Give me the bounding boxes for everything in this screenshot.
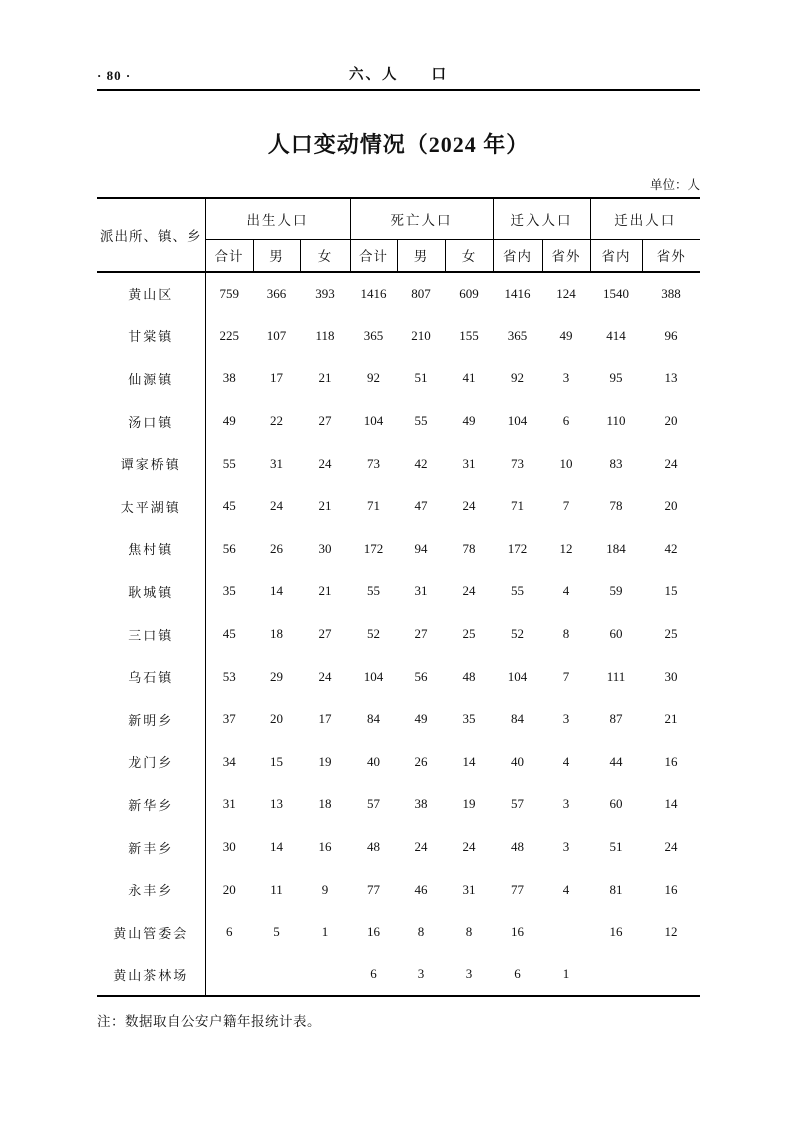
cell: 172 [507,540,528,556]
cell: 16 [609,924,623,940]
population-change-table [97,197,700,997]
cell: 35 [222,583,236,599]
row-label: 谭家桥镇 [97,442,205,485]
cell: 78 [609,498,623,514]
cell: 24 [270,498,283,514]
row-label: 新华乡 [97,783,205,826]
cell: 24 [462,498,476,514]
cell: 21 [318,583,332,599]
row-label: 汤口镇 [97,400,205,443]
sub-header-births-male: 男 [253,239,300,272]
cell: 759 [219,285,239,301]
cell: 49 [414,711,428,727]
page-content [97,0,700,1030]
row-header-cell: 派出所、镇、乡 [97,198,205,272]
cell: 73 [511,455,524,471]
cell: 124 [556,285,576,301]
cell: 48 [367,839,380,855]
sub-header-deaths-total: 合计 [350,239,397,272]
cell: 8 [465,924,473,940]
cell: 53 [222,668,236,684]
group-header-births: 出生人口 [205,198,350,239]
cell: 29 [270,668,283,684]
cell [590,954,642,997]
cell: 47 [414,498,428,514]
cell: 6 [370,966,377,982]
cell: 30 [222,839,236,855]
cell: 24 [462,839,476,855]
cell: 4 [562,753,570,769]
row-label: 仙源镇 [97,357,205,400]
table-row [97,357,700,400]
cell: 44 [609,753,623,769]
row-label: 黄山茶林场 [97,954,205,997]
cell: 393 [315,285,335,301]
cell: 19 [462,796,476,812]
sub-header-in-province: 省内 [493,239,542,272]
cell: 8 [562,626,570,642]
cell: 55 [414,413,428,429]
cell: 84 [511,711,524,727]
cell: 22 [270,413,283,429]
cell: 73 [367,455,380,471]
group-header-row [97,198,700,239]
cell: 30 [664,668,678,684]
sub-header-births-female: 女 [300,239,350,272]
cell: 110 [606,413,626,429]
cell: 3 [562,711,570,727]
cell: 184 [606,540,626,556]
cell: 48 [511,839,524,855]
cell: 366 [266,285,287,301]
row-label: 乌石镇 [97,655,205,698]
cell: 15 [664,583,678,599]
cell: 31 [270,455,283,471]
group-header-deaths: 死亡人口 [350,198,493,239]
cell: 414 [606,327,626,343]
sub-header-deaths-female: 女 [445,239,493,272]
cell: 42 [414,455,428,471]
cell: 7 [562,668,570,684]
unit-label: 单位：人 [649,178,700,192]
cell: 20 [664,413,678,429]
footnote: 注：数据取自公安户籍年报统计表。 [97,1014,321,1030]
cell: 55 [222,455,236,471]
table-row [97,570,700,613]
cell: 16 [367,924,380,940]
page-number: · 80 · [97,68,132,83]
cell: 16 [664,753,678,769]
cell: 16 [664,881,678,897]
cell: 225 [219,327,239,343]
cell: 7 [562,498,570,514]
cell: 41 [462,370,476,386]
cell: 77 [367,881,380,897]
cell: 104 [507,413,528,429]
table-row [97,868,700,911]
cell: 13 [270,796,283,812]
cell: 31 [462,881,476,897]
cell: 48 [462,668,476,684]
row-label: 新丰乡 [97,826,205,869]
sub-header-in-external: 省外 [542,239,590,272]
cell: 27 [414,626,428,642]
table-row [97,315,700,358]
cell: 1 [562,966,570,982]
cell: 24 [414,839,428,855]
cell: 27 [318,413,332,429]
cell: 4 [562,583,570,599]
cell: 78 [462,540,476,556]
cell: 57 [511,796,524,812]
cell: 1 [321,924,329,940]
cell: 104 [363,668,384,684]
cell: 13 [664,370,678,386]
cell: 71 [511,498,524,514]
sub-header-out-external: 省外 [642,239,700,272]
cell: 56 [222,540,236,556]
cell: 71 [367,498,380,514]
cell: 4 [562,881,570,897]
cell: 14 [270,583,283,599]
cell: 1540 [603,285,629,301]
cell: 57 [367,796,380,812]
cell: 92 [367,370,380,386]
table-row [97,442,700,485]
cell: 40 [367,753,380,769]
row-label: 焦村镇 [97,528,205,571]
cell: 8 [417,924,425,940]
table-row [97,655,700,698]
running-head [97,0,700,91]
row-label: 黄山管委会 [97,911,205,954]
cell [542,911,590,954]
cell: 210 [411,327,431,343]
cell: 365 [363,327,384,343]
cell: 92 [511,370,524,386]
cell: 12 [664,924,678,940]
cell: 52 [367,626,380,642]
cell: 38 [414,796,428,812]
group-header-outmigration: 迁出人口 [590,198,700,239]
cell: 60 [609,626,623,642]
cell: 38 [222,370,236,386]
cell [642,954,700,997]
table-row [97,783,700,826]
cell: 49 [222,413,236,429]
table-row [97,613,700,656]
table-row [97,400,700,443]
cell: 35 [462,711,476,727]
cell: 21 [664,711,678,727]
cell: 1416 [360,285,387,301]
cell: 388 [661,285,681,301]
cell: 94 [414,540,428,556]
row-label: 龙门乡 [97,741,205,784]
table-row [97,741,700,784]
cell: 1416 [504,285,531,301]
cell: 17 [270,370,283,386]
cell: 25 [664,626,678,642]
cell: 609 [459,285,479,301]
cell: 12 [559,540,573,556]
cell: 6 [562,413,570,429]
cell: 20 [270,711,283,727]
cell [253,954,300,997]
table-header [97,198,700,272]
row-label: 三口镇 [97,613,205,656]
cell: 46 [414,881,428,897]
cell: 45 [222,626,236,642]
cell: 24 [664,455,678,471]
cell: 40 [511,753,524,769]
cell: 49 [559,327,573,343]
cell: 3 [417,966,425,982]
cell: 81 [609,881,623,897]
cell: 807 [411,285,431,301]
table-row [97,528,700,571]
cell: 24 [462,583,476,599]
cell: 6 [226,924,233,940]
sub-header-out-province: 省内 [590,239,642,272]
row-label: 甘棠镇 [97,315,205,358]
cell [300,954,350,997]
table-row [97,911,700,954]
cell: 365 [507,327,528,343]
cell: 3 [562,839,570,855]
cell: 31 [222,796,236,812]
cell: 52 [511,626,524,642]
cell: 9 [321,881,329,897]
cell: 10 [559,455,573,471]
cell: 42 [664,540,678,556]
cell: 24 [318,455,332,471]
cell: 31 [414,583,428,599]
cell: 21 [318,498,332,514]
cell: 24 [318,668,332,684]
table-body [97,272,700,996]
cell [205,954,253,997]
cell: 84 [367,711,380,727]
table-row [97,485,700,528]
cell: 18 [318,796,332,812]
cell: 6 [514,966,521,982]
row-label: 永丰乡 [97,868,205,911]
cell: 11 [270,881,283,897]
cell: 14 [270,839,283,855]
sub-header-deaths-male: 男 [397,239,445,272]
cell: 56 [414,668,428,684]
cell: 77 [511,881,524,897]
cell: 51 [609,839,623,855]
cell: 30 [318,540,332,556]
cell: 83 [609,455,623,471]
cell: 18 [270,626,283,642]
sub-header-births-total: 合计 [205,239,253,272]
cell: 51 [414,370,428,386]
cell: 104 [363,413,384,429]
cell: 55 [367,583,380,599]
cell: 26 [414,753,428,769]
row-label: 耿城镇 [97,570,205,613]
cell: 17 [318,711,332,727]
cell: 96 [664,327,678,343]
row-label: 太平湖镇 [97,485,205,528]
cell: 14 [462,753,476,769]
table-row [97,826,700,869]
page-title: 人口变动情况（2024 年） [267,132,530,157]
cell: 172 [363,540,384,556]
cell: 25 [462,626,476,642]
cell: 59 [609,583,623,599]
table-row [97,954,700,997]
cell: 16 [318,839,332,855]
cell: 55 [511,583,524,599]
cell: 26 [270,540,283,556]
cell: 3 [562,796,570,812]
cell: 16 [511,924,524,940]
table-row [97,272,700,315]
cell: 34 [222,753,236,769]
cell: 45 [222,498,236,514]
row-label: 新明乡 [97,698,205,741]
cell: 3 [465,966,473,982]
cell: 87 [609,711,623,727]
cell: 5 [273,924,280,940]
cell: 19 [318,753,332,769]
cell: 27 [318,626,332,642]
cell: 49 [462,413,476,429]
cell: 37 [222,711,236,727]
table-row [97,698,700,741]
cell: 95 [609,370,623,386]
cell: 118 [315,327,335,343]
cell: 111 [606,668,626,684]
chapter-header: 六、人 口 [349,67,448,83]
cell: 31 [462,455,476,471]
cell: 3 [562,370,570,386]
cell: 20 [664,498,678,514]
cell: 21 [318,370,332,386]
cell: 20 [222,881,236,897]
group-header-inmigration: 迁入人口 [493,198,590,239]
cell: 107 [266,327,287,343]
row-label: 黄山区 [97,272,205,315]
cell: 60 [609,796,623,812]
cell: 24 [664,839,678,855]
cell: 14 [664,796,678,812]
cell: 15 [270,753,283,769]
cell: 104 [507,668,528,684]
cell: 155 [459,327,479,343]
